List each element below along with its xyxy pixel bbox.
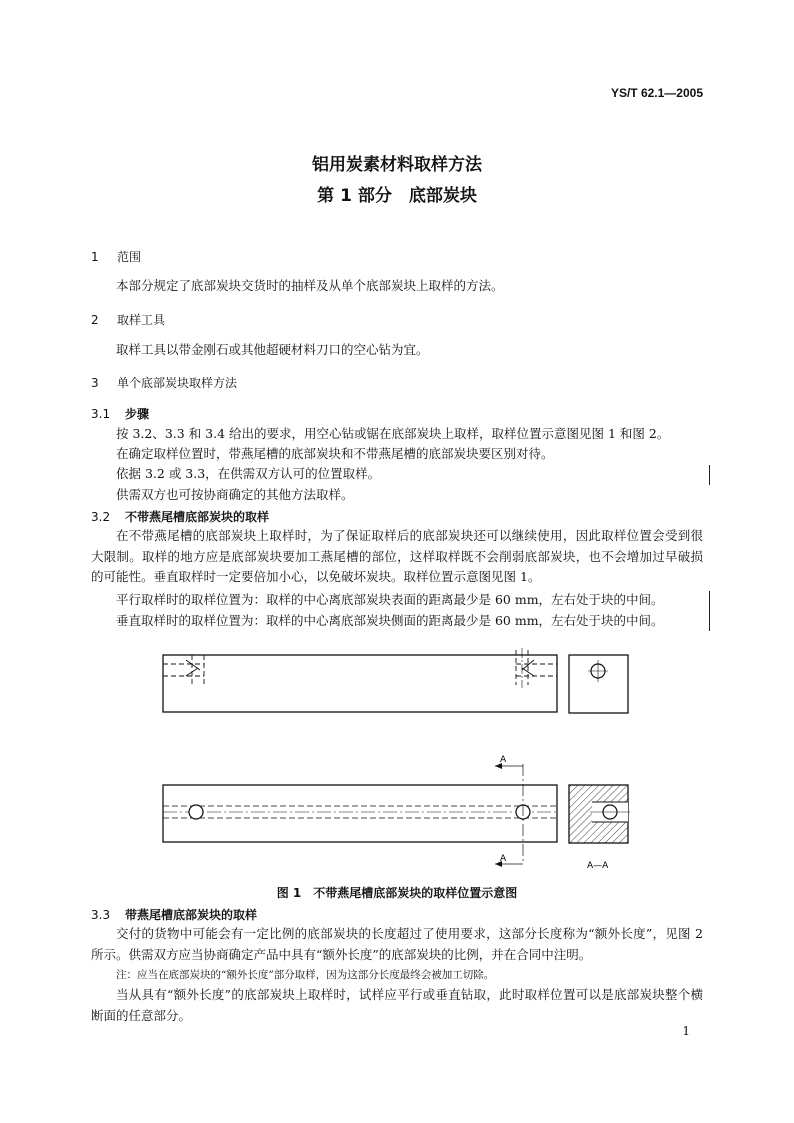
section-3-2-paragraph-1: 在不带燕尾槽的底部炭块上取样时，为了保证取样后的底部炭块还可以继续使用，因此取样位置会受到很大限制。取样的地方应是底部炭块要加工燕尾槽的部位，这样取样既不会削弱底部炭块，也不会增加过早破损的可能性。垂直取样时一定要倍加小心，以免破坏炭块。取样位置示意图见图 1。 xyxy=(91,528,703,584)
figure-1-drawing xyxy=(150,640,650,880)
section-number: 2 xyxy=(91,313,99,327)
change-bar xyxy=(709,465,710,485)
section-3-2-heading xyxy=(91,508,269,525)
section-3-1-line-4: 供需双方也可按协商确定的其他方法取样。 xyxy=(116,487,354,502)
section-number: 1 xyxy=(91,250,99,264)
section-number: 3 xyxy=(91,376,99,390)
document-title: 铝用炭素材料取样方法 xyxy=(312,155,482,175)
section-3-3-heading xyxy=(91,906,257,923)
section-3-3-paragraph-1: 交付的货物中可能会有一定比例的底部炭块的长度超过了使用要求，这部分长度称为“额外长度”，见图 2 所示。供需双方应当协商确定产品中具有“额外长度”的底部炭块的比例，并在合同中注明。 xyxy=(91,926,703,962)
core-hole xyxy=(189,805,203,819)
section-1-body: 本部分规定了底部炭块交货时的抽样及从单个底部炭块上取样的方法。 xyxy=(116,278,504,293)
block-top-view xyxy=(163,785,557,842)
page-number: 1 xyxy=(682,1024,690,1038)
section-3-3-paragraph-2: 当从具有“额外长度”的底部炭块上取样时，试样应平行或垂直钻取，此时取样位置可以是底部炭块整个横断面的任意部分。 xyxy=(91,987,703,1023)
block-side-view xyxy=(163,655,557,712)
section-1-heading xyxy=(91,248,141,265)
hidden-core-left xyxy=(163,655,204,685)
section-3-2-paragraph-2: 平行取样时的取样位置为：取样的中心离底部炭块表面的距离最少是 60 mm，左右处于块的中间。 xyxy=(116,592,664,607)
standard-number: YS/T 62.1—2005 xyxy=(610,86,703,100)
section-3-1-line-3: 依据 3.2 或 3.3，在供需双方认可的位置取样。 xyxy=(116,466,381,481)
section-number: 3.2 xyxy=(91,510,111,524)
section-3-heading xyxy=(91,374,237,391)
section-a-a-label: A—A xyxy=(587,861,609,871)
section-number: 3.1 xyxy=(91,407,111,421)
section-3-1-line-1: 按 3.2、3.3 和 3.4 给出的要求，用空心钻或锯在底部炭块上取样，取样位置示意图见图 1 和图 2。 xyxy=(116,426,670,441)
section-title: 范围 xyxy=(117,250,142,264)
change-bar xyxy=(709,591,710,631)
section-title: 不带燕尾槽底部炭块的取样 xyxy=(125,510,270,524)
section-label-a-top: A xyxy=(500,755,507,765)
section-title: 带燕尾槽底部炭块的取样 xyxy=(125,908,258,922)
section-number: 3.3 xyxy=(91,908,111,922)
section-3-2-paragraph-3: 垂直取样时的取样位置为：取样的中心离底部炭块侧面的距离最少是 60 mm，左右处于块的中间。 xyxy=(116,613,664,628)
section-label-a-bottom: A xyxy=(500,854,507,864)
section-3-1-line-2: 在确定取样位置时，带燕尾槽的底部炭块和不带燕尾槽的底部炭块要区别对待。 xyxy=(116,446,554,461)
section-title: 步骤 xyxy=(125,407,150,421)
section-title: 单个底部炭块取样方法 xyxy=(117,376,238,390)
section-2-body: 取样工具以带金刚石或其他超硬材料刀口的空心钻为宜。 xyxy=(116,342,429,357)
section-2-heading xyxy=(91,311,165,328)
section-3-3-note: 注：应当在底部炭块的“额外长度”部分取样，因为这部分长度最终会被加工切除。 xyxy=(116,969,495,981)
section-3-1-heading xyxy=(91,405,149,422)
figure-1-caption: 图 1 不带燕尾槽底部炭块的取样位置示意图 xyxy=(276,886,518,900)
document-subtitle: 第 1 部分 底部炭块 xyxy=(317,186,477,206)
section-title: 取样工具 xyxy=(117,313,166,327)
